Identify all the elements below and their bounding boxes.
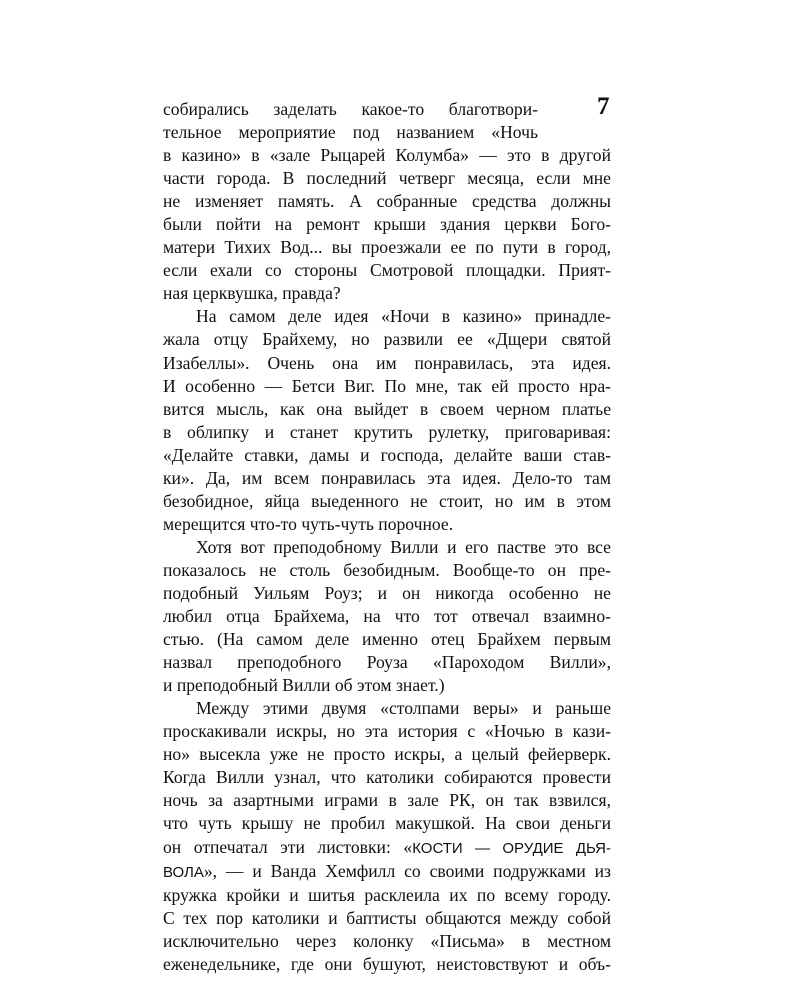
text-line: И особенно — Бетси Виг. По мне, так ей просто нра-	[163, 375, 611, 396]
text-line: ная церквушка, правда?	[163, 283, 341, 304]
leaflet-slogan-end: ВОЛА	[163, 863, 204, 881]
text-line: ночь за азартными играми в зале РК, он так взвился,	[163, 790, 611, 811]
text-line: что чуть крышу не пробил макушкой. На свои деньги	[163, 813, 611, 834]
text-line: исключительно через колонку «Письма» в местном	[163, 930, 611, 951]
text-line: назвал преподобного Роуза «Пароходом Вилли»,	[163, 652, 611, 673]
text-line	[163, 860, 611, 884]
text-line: подобный Уильям Роуз; и он никогда особенно не	[163, 582, 611, 603]
text-line: «Делайте ставки, дамы и господа, делайте ваши став-	[163, 444, 611, 465]
text-line: не изменяет память. А собранные средства должны	[163, 191, 611, 212]
text-line	[163, 836, 611, 860]
body-text	[163, 98, 611, 976]
text-line: кружка кройки и шитья расклеила их по всему городу.	[163, 884, 611, 905]
text-line: собирались заделать какое-то благотвори-	[163, 99, 538, 119]
text-fragment: он отпечатал эти листовки: «	[163, 836, 413, 857]
text-line: жала отцу Брайхему, но развили ее «Дщери святой	[163, 329, 611, 350]
text-line: вится мысль, как она выйдет в своем черном платье	[163, 398, 611, 419]
paragraph-start: Хотя вот преподобному Вилли и его пастве это все	[196, 536, 611, 557]
text-line: стью. (На самом деле именно отец Брайхем первым	[163, 629, 611, 650]
text-line: тельное мероприятие под названием «Ночь	[163, 122, 538, 143]
text-line: безобидное, яйца выеденного не стоит, но им в этом	[163, 490, 611, 511]
text-line: ки». Да, им всем понравилась эта идея. Дело-то там	[163, 467, 611, 488]
paragraph-start: На самом деле идея «Ночи в казино» принадле-	[196, 306, 611, 327]
text-line: части города. В последний четверг месяца, если мне	[163, 168, 611, 189]
text-line: мерещится что-то чуть-чуть порочное.	[163, 513, 454, 534]
text-line: но» высекла уже не просто искры, а целый фейерверк.	[163, 744, 611, 765]
text-line: проскакивали искры, но эта история с «Ночью в кази-	[163, 721, 611, 742]
paragraph-start: Между этими двумя «столпами веры» и раньше	[196, 698, 611, 719]
page-number: 7	[597, 93, 610, 120]
text-line: если ехали со стороны Смотровой площадки. Прият-	[163, 260, 611, 281]
text-line: любил отца Брайхема, на что тот отвечал взаимно-	[163, 606, 611, 627]
text-line: в облипку и станет крутить рулетку, приговаривая:	[163, 421, 611, 442]
text-line: и преподобный Вилли об этом знает.)	[163, 675, 445, 696]
text-line: показалось не столь безобидным. Вообще-то он пре-	[163, 559, 611, 580]
text-line: были пойти на ремонт крыши здания церкви Бого-	[163, 214, 611, 235]
text-line: С тех пор католики и баптисты общаются между собой	[163, 907, 611, 928]
text-fragment: », — и Ванда Хемфилл со своими подружками из	[203, 860, 611, 881]
text-line: в казино» в «зале Рыцарей Колумба» — это в другой	[163, 145, 611, 166]
text-line: еженедельнике, где они бушуют, неистовствуют и объ-	[163, 953, 611, 974]
leaflet-slogan: КОСТИ — ОРУДИЕ ДЬЯ-	[412, 839, 611, 857]
text-line: Изабеллы». Очень она им понравилась, эта идея.	[163, 352, 611, 373]
text-line: матери Тихих Вод... вы проезжали ее по пути в город,	[163, 237, 611, 258]
text-line: Когда Вилли узнал, что католики собираются провести	[163, 767, 611, 788]
